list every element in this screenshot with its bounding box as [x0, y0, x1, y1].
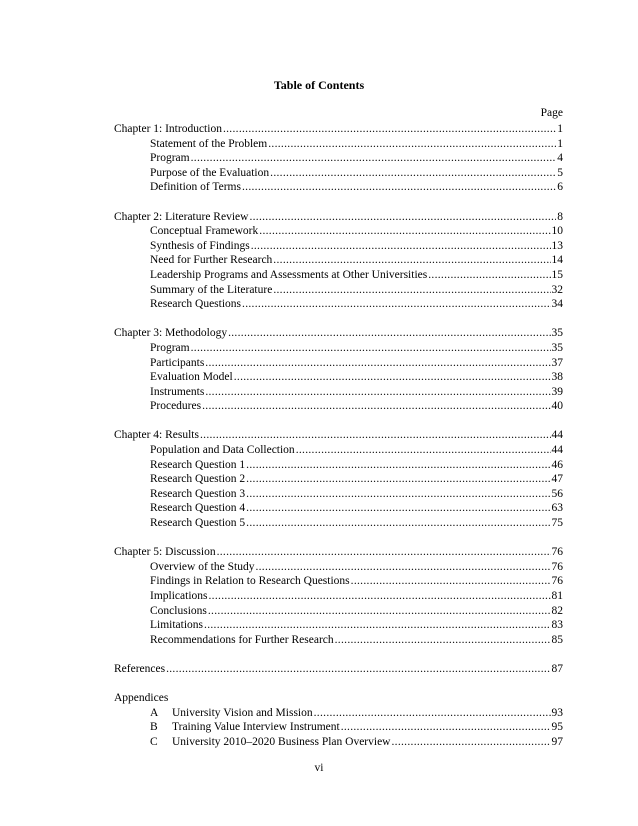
toc-entry-label: Purpose of the Evaluation	[150, 166, 270, 179]
toc-entry-label: Research Question 5	[150, 517, 246, 530]
toc-section-entry[interactable]	[114, 618, 563, 633]
toc-section-entry[interactable]	[114, 180, 563, 195]
appendix-title: University Vision and Mission	[172, 706, 313, 719]
toc-entry-label: Research Question 3	[150, 487, 246, 500]
toc-section-entry[interactable]	[114, 589, 563, 604]
toc-chapter-entry[interactable]	[114, 210, 563, 225]
toc-entry-label: Chapter 3: Methodology	[114, 327, 228, 340]
dot-leader	[273, 283, 550, 298]
toc-section-entry[interactable]	[114, 166, 563, 181]
toc-entry-page: 76	[551, 560, 563, 573]
toc-entry-label: Conceptual Framework	[150, 225, 259, 238]
toc-entry-page: 32	[551, 283, 563, 296]
toc-section-entry[interactable]	[114, 501, 563, 516]
toc-section-entry[interactable]	[114, 356, 563, 371]
toc-entry-page: 44	[551, 444, 563, 457]
dot-leader	[202, 399, 550, 414]
toc-section-entry[interactable]	[114, 443, 563, 458]
dot-leader	[255, 560, 550, 575]
dot-leader	[259, 224, 550, 239]
toc-appendices-heading	[114, 691, 563, 706]
dot-leader	[209, 589, 551, 604]
toc-entry-label: Chapter 5: Discussion	[114, 546, 216, 559]
toc-entry-label: Instruments	[150, 385, 205, 398]
dot-leader	[246, 458, 550, 473]
toc-appendix-entry[interactable]	[114, 706, 563, 721]
toc-entry-page: 63	[551, 502, 563, 515]
toc-section-entry[interactable]	[114, 472, 563, 487]
toc-entry-page: 75	[551, 517, 563, 530]
toc-section-entry[interactable]	[114, 633, 563, 648]
toc-entry-label: Research Question 2	[150, 473, 246, 486]
toc-section-entry[interactable]	[114, 283, 563, 298]
toc-entry-label: Definition of Terms	[150, 181, 241, 194]
toc-entry-page: 38	[551, 371, 563, 384]
toc-entry-label: Statement of the Problem	[150, 137, 268, 150]
toc-entry-page: 87	[551, 662, 563, 675]
spacer	[114, 312, 563, 327]
toc-entry-page: 4	[557, 152, 563, 165]
toc-section-entry[interactable]	[114, 268, 563, 283]
toc-entry-page: 56	[551, 487, 563, 500]
toc-section-entry[interactable]	[114, 385, 563, 400]
dot-leader	[428, 268, 550, 283]
toc-entry-page: 46	[551, 458, 563, 471]
toc-entry-label: Population and Data Collection	[150, 444, 295, 457]
toc-entry-page: 5	[557, 166, 563, 179]
toc-entry-page: 76	[551, 575, 563, 588]
toc-entry-page: 82	[551, 604, 563, 617]
dot-leader	[246, 501, 550, 516]
dot-leader	[246, 516, 550, 531]
spacer	[114, 414, 563, 429]
toc-entry-page: 6	[557, 181, 563, 194]
dot-leader	[341, 720, 551, 735]
toc-references-entry[interactable]	[114, 662, 563, 677]
toc-section-entry[interactable]	[114, 604, 563, 619]
dot-leader	[166, 662, 550, 677]
dot-leader	[268, 137, 556, 152]
page-column-header: Page	[540, 107, 563, 119]
dot-leader	[314, 706, 551, 721]
toc-entry-label: Need for Further Research	[150, 254, 273, 267]
toc-entry-page: 97	[551, 735, 563, 748]
spacer	[114, 647, 563, 662]
toc-entry-page: 76	[551, 546, 563, 559]
dot-leader	[204, 618, 550, 633]
dot-leader	[223, 122, 556, 137]
toc-entry-label: Research Question 1	[150, 458, 246, 471]
table-of-contents	[114, 122, 563, 750]
toc-entry-label: Chapter 1: Introduction	[114, 123, 222, 135]
toc-section-entry[interactable]	[114, 574, 563, 589]
dot-leader	[246, 487, 550, 502]
toc-entry-page: 1	[557, 137, 563, 150]
toc-section-entry[interactable]	[114, 516, 563, 531]
toc-entry-page: 35	[551, 327, 563, 340]
spacer	[114, 195, 563, 210]
toc-entry-page: 8	[557, 210, 563, 223]
toc-chapter-entry[interactable]	[114, 122, 563, 137]
toc-entry-label: Implications	[150, 590, 208, 602]
dot-leader	[228, 326, 550, 341]
toc-entry-page: 47	[551, 473, 563, 486]
toc-entry-page: 37	[551, 356, 563, 369]
appendix-letter: B	[150, 721, 158, 734]
toc-entry-page: 95	[551, 721, 563, 734]
toc-chapter-entry[interactable]	[114, 326, 563, 341]
toc-section-entry[interactable]	[114, 137, 563, 152]
dot-leader	[335, 633, 551, 648]
toc-entry-label: Leadership Programs and Assessments at Other Universities	[150, 268, 428, 281]
toc-entry-label: Synthesis of Findings	[150, 239, 250, 252]
dot-leader	[234, 370, 551, 385]
dot-leader	[270, 166, 556, 181]
dot-leader	[251, 239, 551, 254]
toc-section-entry[interactable]	[114, 399, 563, 414]
toc-chapter-entry[interactable]	[114, 428, 563, 443]
toc-appendix-entry[interactable]	[114, 720, 563, 735]
toc-entry-page: 83	[551, 619, 563, 632]
dot-leader	[246, 472, 550, 487]
toc-entry-label: Findings in Relation to Research Questions	[150, 575, 350, 588]
dot-leader	[242, 297, 550, 312]
toc-entry-label: Evaluation Model	[150, 371, 233, 384]
toc-entry-label: Program	[150, 152, 190, 165]
dot-leader	[217, 545, 551, 560]
spacer	[114, 531, 563, 546]
toc-appendix-entry[interactable]	[114, 735, 563, 750]
toc-entry-page: 85	[551, 633, 563, 646]
toc-entry-page: 81	[551, 590, 563, 602]
toc-section-entry[interactable]	[114, 560, 563, 575]
toc-section-entry[interactable]	[114, 297, 563, 312]
toc-entry-label: Limitations	[150, 619, 204, 632]
toc-entry-label: Research Questions	[150, 298, 242, 311]
dot-leader	[205, 356, 550, 371]
toc-entry-label: Research Question 4	[150, 502, 246, 515]
appendix-letter: C	[150, 735, 158, 748]
dot-leader	[242, 180, 556, 195]
dot-leader	[296, 443, 551, 458]
toc-entry-page: 14	[551, 254, 563, 267]
toc-section-entry[interactable]	[114, 341, 563, 356]
toc-section-entry[interactable]	[114, 487, 563, 502]
dot-leader	[205, 385, 550, 400]
toc-entry-page: 39	[551, 385, 563, 398]
toc-entry-label	[150, 735, 390, 750]
toc-entry-page: 44	[551, 429, 563, 442]
dot-leader	[200, 428, 551, 443]
dot-leader	[249, 210, 556, 225]
toc-section-entry[interactable]	[114, 370, 563, 385]
appendix-letter: A	[150, 706, 159, 719]
toc-entry-label: Recommendations for Further Research	[150, 633, 334, 646]
toc-entry-label: Chapter 2: Literature Review	[114, 210, 249, 223]
toc-section-entry[interactable]	[114, 458, 563, 473]
toc-entry-label: Program	[150, 341, 190, 354]
toc-entry-label: Appendices	[114, 692, 169, 705]
page-title: Table of Contents	[273, 78, 365, 92]
toc-entry-page: 34	[551, 298, 563, 311]
page-number-footer: vi	[314, 762, 324, 774]
toc-entry-page: 40	[551, 400, 563, 413]
dot-leader	[191, 341, 551, 356]
toc-entry-page: 1	[557, 123, 563, 135]
toc-section-entry[interactable]	[114, 253, 563, 268]
toc-chapter-entry[interactable]	[114, 545, 563, 560]
toc-entry-page: 10	[551, 225, 563, 238]
appendix-title: Training Value Interview Instrument	[172, 721, 340, 734]
toc-entry-page: 93	[551, 706, 563, 719]
dot-leader	[208, 604, 551, 619]
toc-entry-label: Participants	[150, 356, 205, 369]
toc-entry-label	[150, 706, 313, 721]
toc-entry-label: Summary of the Literature	[150, 283, 273, 296]
toc-section-entry[interactable]	[114, 151, 563, 166]
toc-entry-page: 35	[551, 341, 563, 354]
toc-section-entry[interactable]	[114, 224, 563, 239]
toc-entry-label: References	[114, 662, 166, 675]
dot-leader	[273, 253, 550, 268]
appendix-title: University 2010–2020 Business Plan Overview	[172, 735, 391, 748]
dot-leader	[391, 735, 550, 750]
toc-section-entry[interactable]	[114, 239, 563, 254]
toc-entry-label: Chapter 4: Results	[114, 429, 199, 442]
toc-entry-page: 15	[551, 268, 563, 281]
toc-entry-label: Conclusions	[150, 604, 207, 617]
toc-entry-label: Overview of the Study	[150, 560, 255, 573]
dot-leader	[191, 151, 557, 166]
spacer	[114, 677, 563, 692]
toc-entry-page: 13	[551, 239, 563, 252]
toc-entry-label: Procedures	[150, 400, 202, 413]
dot-leader	[351, 574, 551, 589]
toc-entry-label	[150, 720, 340, 735]
